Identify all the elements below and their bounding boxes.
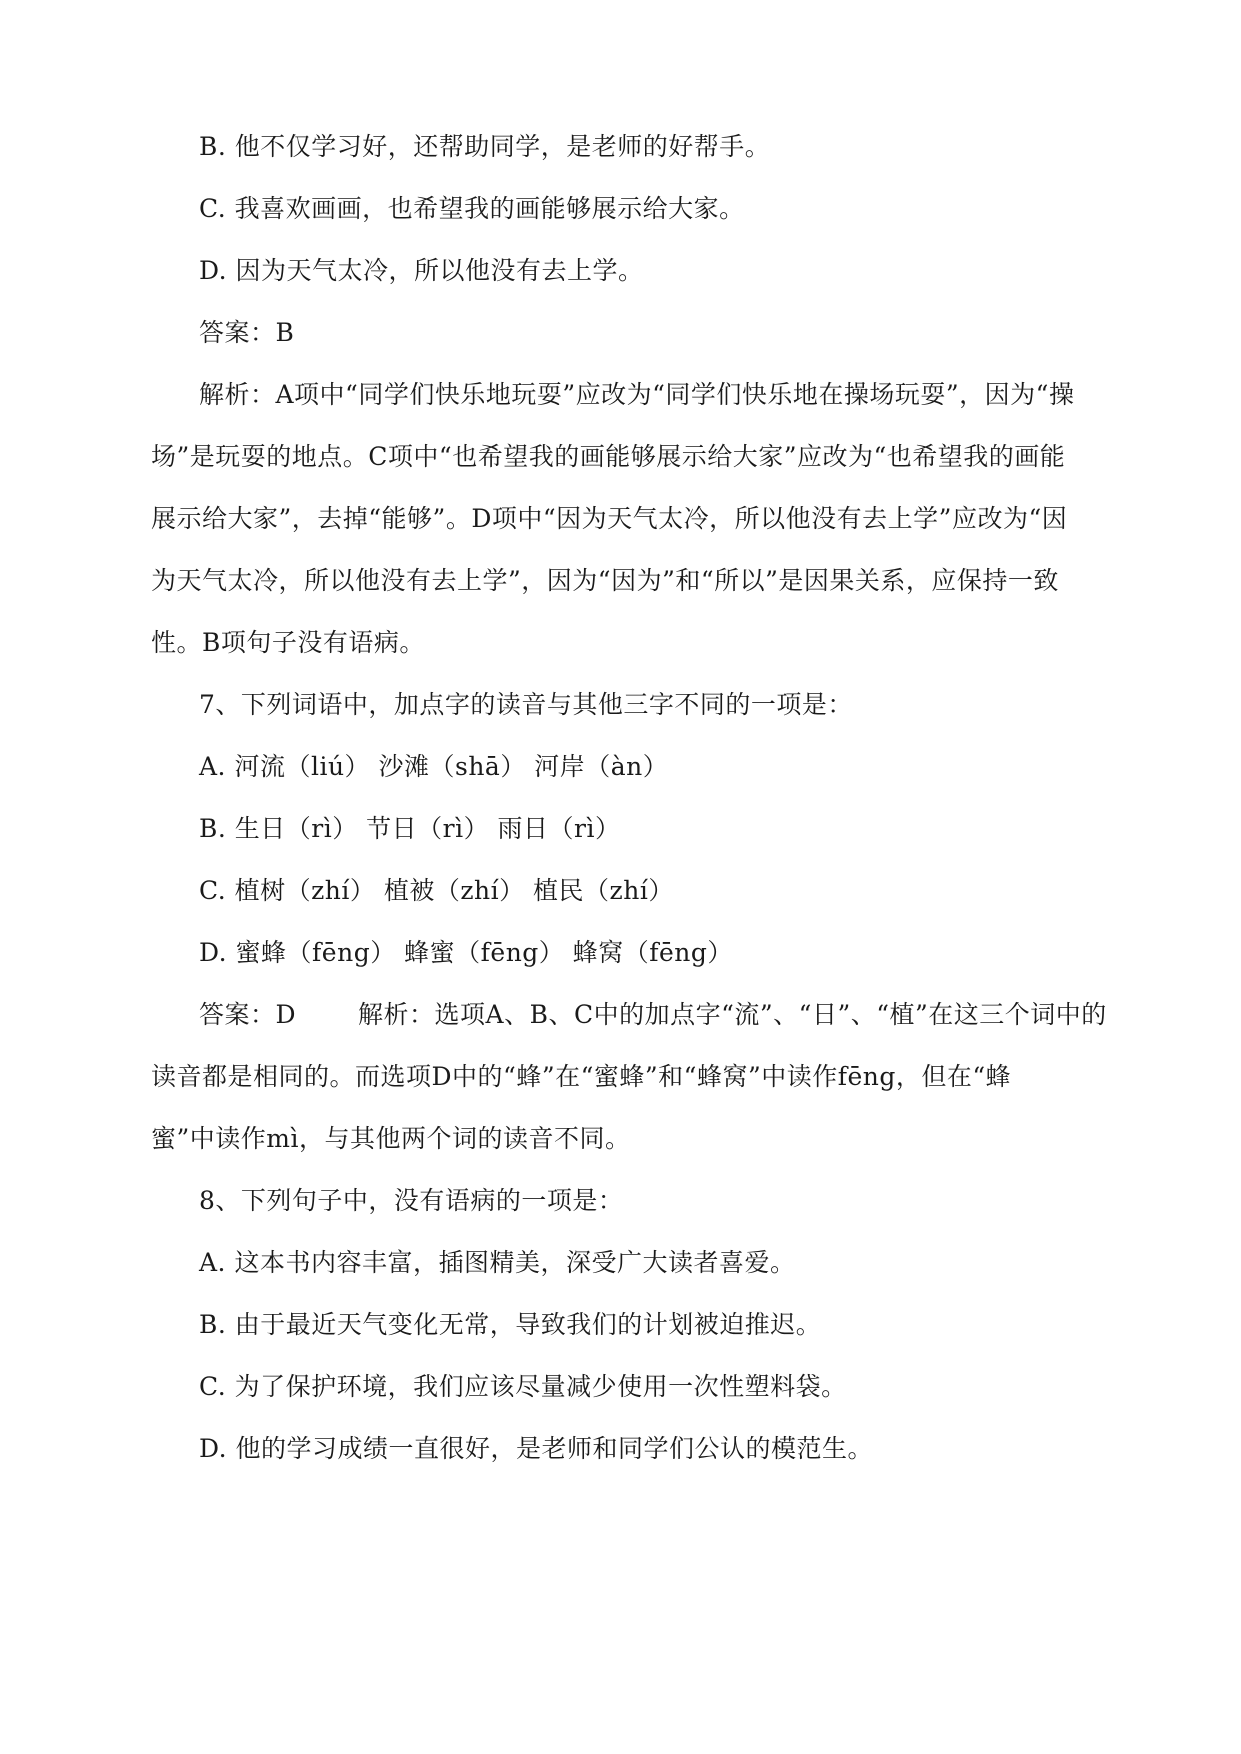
q8-option-c: C. 为了保护环境，我们应该尽量减少使用一次性塑料袋。: [199, 1372, 847, 1401]
q7-option-c: C. 植树（zhí） 植被（zhí） 植民（zhí）: [199, 876, 674, 905]
q7-analysis-line: 解析：选项A、B、C中的加点字“流”、“日”、“植”在这三个词中的: [358, 1000, 1107, 1029]
q8-option-d: D. 他的学习成绩一直很好，是老师和同学们公认的模范生。: [199, 1434, 874, 1463]
q6-analysis-line: 解析：A项中“同学们快乐地玩耍”应改为“同学们快乐地在操场玩耍”，因为“操: [199, 380, 1075, 409]
q7-answer-row: [199, 998, 1107, 1032]
q6-analysis-line: 为天气太冷，所以他没有去上学”，因为“因为”和“所以”是因果关系，应保持一致: [151, 566, 1059, 595]
q6-analysis-line: 展示给大家”，去掉“能够”。D项中“因为天气太冷，所以他没有去上学”应改为“因: [151, 504, 1068, 533]
q7-answer: 答案：D: [199, 1000, 297, 1029]
q6-option-d: D. 因为天气太冷，所以他没有去上学。: [199, 256, 644, 285]
q7-option-a: A. 河流（liú） 沙滩（shā） 河岸（àn）: [199, 752, 669, 781]
q7-question: 7、下列词语中，加点字的读音与其他三字不同的一项是：: [199, 690, 853, 719]
q8-question: 8、下列句子中，没有语病的一项是：: [199, 1186, 624, 1215]
q8-option-a: A. 这本书内容丰富，插图精美，深受广大读者喜爱。: [199, 1248, 796, 1277]
q7-analysis-line: 读音都是相同的。而选项D中的“蜂”在“蜜蜂”和“蜂窝”中读作fēng，但在“蜂: [151, 1062, 1012, 1091]
q6-option-b: B. 他不仅学习好，还帮助同学，是老师的好帮手。: [199, 132, 771, 161]
q6-answer: 答案：B: [199, 318, 295, 347]
q8-option-b: B. 由于最近天气变化无常，导致我们的计划被迫推迟。: [199, 1310, 822, 1339]
q7-option-b: B. 生日（rì） 节日（rì） 雨日（rì）: [199, 814, 621, 843]
q6-analysis-line: 场”是玩耍的地点。C项中“也希望我的画能够展示给大家”应改为“也希望我的画能: [151, 442, 1066, 471]
q7-option-d: D. 蜜蜂（fēng） 蜂蜜（fēng） 蜂窝（fēng）: [199, 938, 733, 967]
q7-analysis-line: 蜜”中读作mì，与其他两个词的读音不同。: [151, 1124, 631, 1153]
q6-analysis-line: 性。B项句子没有语病。: [151, 628, 425, 657]
q6-option-c: C. 我喜欢画画，也希望我的画能够展示给大家。: [199, 194, 745, 223]
